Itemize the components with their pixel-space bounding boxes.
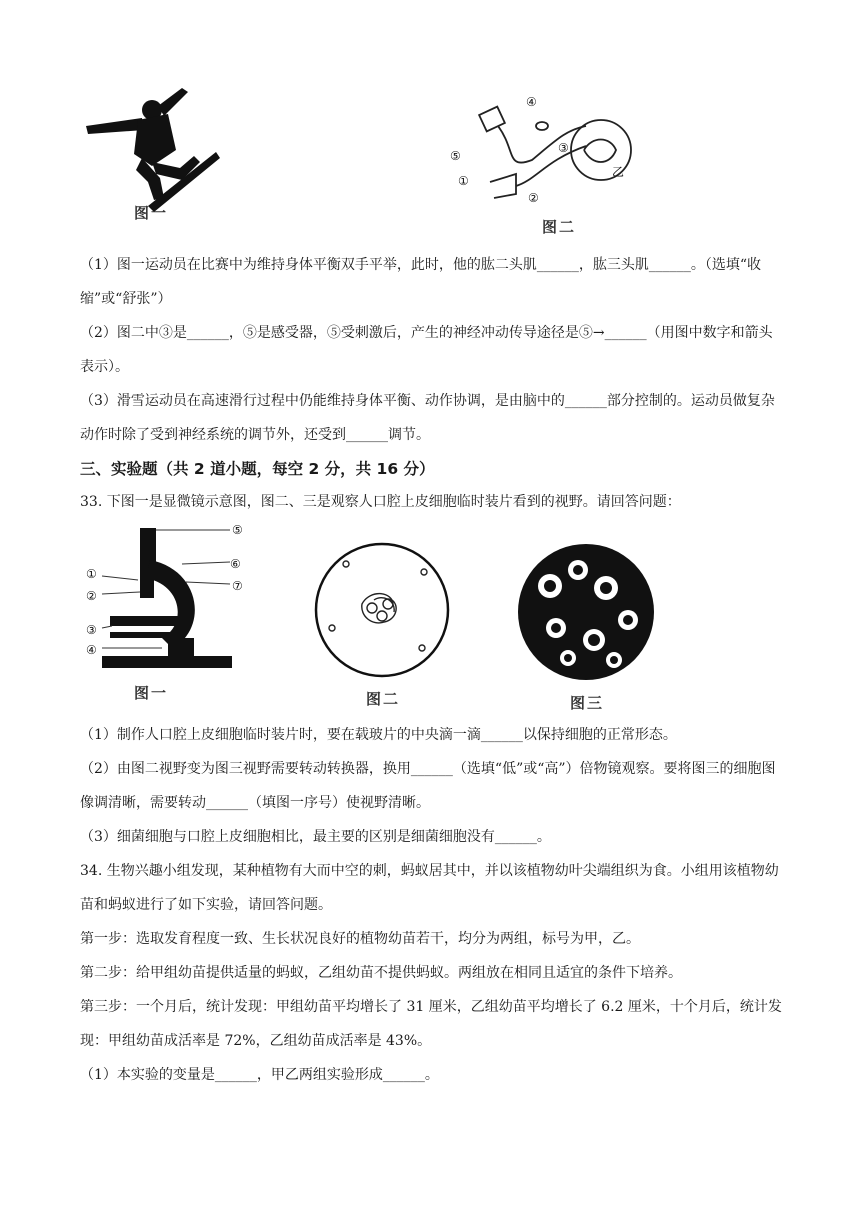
section3-heading: 三、实验题（共 2 道小题，每空 2 分，共 16 分） xyxy=(80,460,435,478)
microscope-label-2: ② xyxy=(86,589,97,603)
q32-part2: （2）图二中③是______，⑤是感受器，⑤受刺激后，产生的神经冲动传导途径是⑤→______（用图中数字和箭头表示）。 xyxy=(80,325,773,375)
view3-figure xyxy=(516,540,656,690)
fig2-label-4: ④ xyxy=(526,95,537,109)
fig2-label-5: ⑤ xyxy=(450,149,461,163)
fig2-label-2: ② xyxy=(528,191,539,205)
microscope-label-6: ⑥ xyxy=(230,557,241,571)
q32-part1: （1）图一运动员在比赛中为维持身体平衡双手平举，此时，他的肱二头肌______，肱三头肌______。（选填“收缩”或“舒张”） xyxy=(80,257,762,307)
microscope-diagram xyxy=(82,520,252,670)
q34-step2: 第二步：给甲组幼苗提供适量的蚂蚁，乙组幼苗不提供蚂蚁。两组放在相同且适宜的条件下培养。 xyxy=(80,965,682,981)
fig2-label-1: ① xyxy=(458,174,469,188)
microscope-caption: 图一 xyxy=(134,684,169,702)
view2-figure xyxy=(312,540,452,680)
reflex-arc-figure xyxy=(446,90,636,212)
fig2-caption: 图二 xyxy=(542,218,577,236)
fig1-caption: 图一 xyxy=(134,204,169,222)
microscope-label-7: ⑦ xyxy=(232,579,243,593)
view3-microscope-field xyxy=(516,540,656,690)
q33-part1: （1）制作人口腔上皮细胞临时装片时，要在载玻片的中央滴一滴______以保持细胞的正常形态。 xyxy=(80,727,677,743)
view2-caption: 图二 xyxy=(366,690,401,708)
reflex-arc-diagram xyxy=(446,90,636,212)
q33-part2: （2）由图二视野变为图三视野需要转动转换器，换用______（选填“低”或“高”）倍物镜观察。要将图三的细胞图像调清晰，需要转动______（填图一序号）使视野清晰。 xyxy=(80,761,776,811)
fig2-label-3: ③ xyxy=(558,141,569,155)
q34-part1: （1）本实验的变量是______，甲乙两组实验形成______。 xyxy=(80,1067,439,1083)
q33-intro: 33. 下图一是显微镜示意图，图二、三是观察人口腔上皮细胞临时装片看到的视野。请回答问题： xyxy=(80,494,681,510)
q34-intro: 34. 生物兴趣小组发现，某种植物有大而中空的刺，蚂蚁居其中，并以该植物幼叶尖端组织为食。小组用该植物幼苗和蚂蚁进行了如下实验，请回答问题。 xyxy=(80,863,779,913)
q34-step3: 第三步：一个月后，统计发现：甲组幼苗平均增长了 31 厘米，乙组幼苗平均增长了 6.2 厘米，十个月后，统计发现：甲组幼苗成活率是 72%，乙组幼苗成活率是 43%。 xyxy=(80,999,782,1049)
view3-caption: 图三 xyxy=(570,694,605,712)
microscope-label-4: ④ xyxy=(86,643,97,657)
q33-part3: （3）细菌细胞与口腔上皮细胞相比，最主要的区别是细菌细胞没有______。 xyxy=(80,829,551,845)
q32-part3: （3）滑雪运动员在高速滑行过程中仍能维持身体平衡、动作协调，是由脑中的______部分控制的。运动员做复杂动作时除了受到神经系统的调节外，还受到______调节。 xyxy=(80,393,775,443)
microscope-figure xyxy=(82,520,252,670)
view2-microscope-field xyxy=(312,540,452,680)
fig2-label-yi: 乙 xyxy=(612,165,625,179)
microscope-label-1: ① xyxy=(86,567,97,581)
microscope-label-5: ⑤ xyxy=(232,523,243,537)
microscope-label-3: ③ xyxy=(86,623,97,637)
q34-step1: 第一步：选取发育程度一致、生长状况良好的植物幼苗若干，均分为两组，标号为甲，乙。 xyxy=(80,931,640,947)
